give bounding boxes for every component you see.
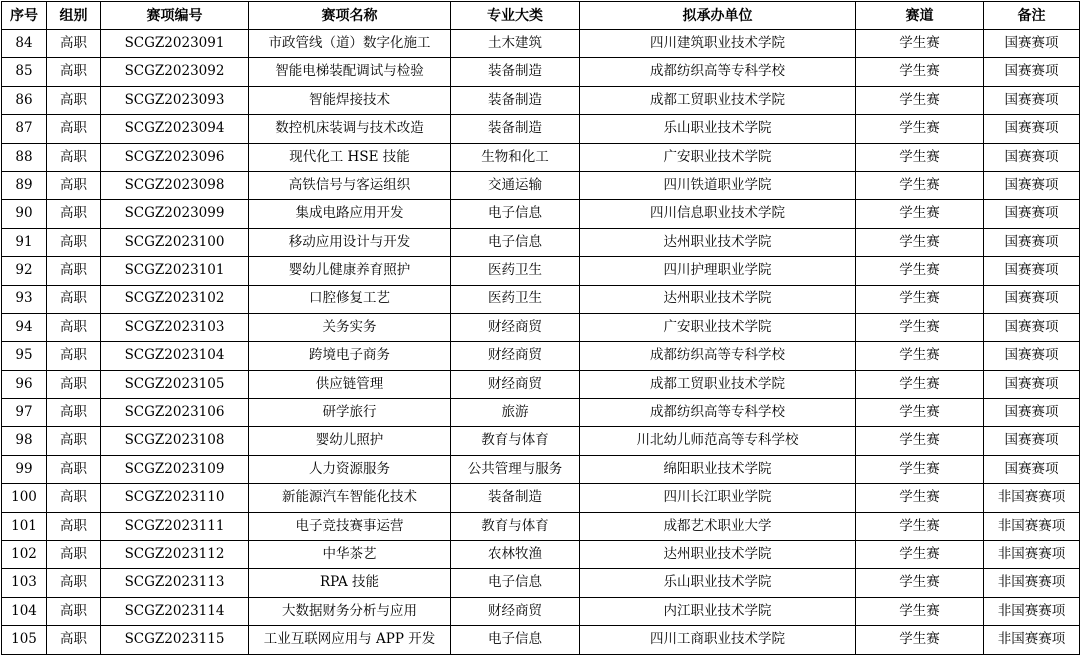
cell-track: 学生赛 (856, 313, 984, 341)
cell-track: 学生赛 (856, 626, 984, 654)
cell-group: 高职 (47, 427, 101, 455)
competition-table (1, 1, 1080, 655)
cell-event-code: SCGZ2023098 (101, 171, 249, 199)
cell-remark: 国赛赛项 (984, 143, 1080, 171)
cell-host-unit: 成都纺织高等专科学校 (580, 342, 856, 370)
cell-group: 高职 (47, 143, 101, 171)
cell-event-code: SCGZ2023112 (101, 541, 249, 569)
cell-index: 98 (2, 427, 47, 455)
cell-group: 高职 (47, 257, 101, 285)
cell-major-category: 医药卫生 (451, 285, 580, 313)
table-row (2, 597, 1080, 625)
table-row (2, 200, 1080, 228)
cell-major-category: 旅游 (451, 399, 580, 427)
table-row (2, 285, 1080, 313)
cell-group: 高职 (47, 200, 101, 228)
cell-major-category: 农林牧渔 (451, 541, 580, 569)
cell-remark: 国赛赛项 (984, 58, 1080, 86)
table-row (2, 541, 1080, 569)
header-host-unit: 拟承办单位 (580, 2, 856, 30)
cell-index: 90 (2, 200, 47, 228)
cell-index: 93 (2, 285, 47, 313)
cell-track: 学生赛 (856, 58, 984, 86)
cell-event-name: 中华茶艺 (249, 541, 451, 569)
cell-event-name: 大数据财务分析与应用 (249, 597, 451, 625)
cell-track: 学生赛 (856, 30, 984, 58)
cell-remark: 国赛赛项 (984, 455, 1080, 483)
cell-remark: 非国赛赛项 (984, 626, 1080, 654)
cell-major-category: 医药卫生 (451, 257, 580, 285)
cell-group: 高职 (47, 342, 101, 370)
cell-event-code: SCGZ2023101 (101, 257, 249, 285)
cell-remark: 国赛赛项 (984, 115, 1080, 143)
header-event-name: 赛项名称 (249, 2, 451, 30)
cell-track: 学生赛 (856, 86, 984, 114)
cell-host-unit: 四川护理职业学院 (580, 257, 856, 285)
cell-group: 高职 (47, 370, 101, 398)
cell-track: 学生赛 (856, 512, 984, 540)
cell-group: 高职 (47, 58, 101, 86)
table-row (2, 626, 1080, 654)
cell-track: 学生赛 (856, 455, 984, 483)
cell-event-code: SCGZ2023105 (101, 370, 249, 398)
cell-host-unit: 成都工贸职业技术学院 (580, 86, 856, 114)
table-row (2, 143, 1080, 171)
cell-remark: 国赛赛项 (984, 427, 1080, 455)
cell-event-name: 跨境电子商务 (249, 342, 451, 370)
cell-event-code: SCGZ2023108 (101, 427, 249, 455)
cell-index: 88 (2, 143, 47, 171)
table-body (2, 30, 1080, 655)
cell-group: 高职 (47, 285, 101, 313)
cell-track: 学生赛 (856, 342, 984, 370)
cell-track: 学生赛 (856, 484, 984, 512)
table-row (2, 512, 1080, 540)
cell-event-name: 口腔修复工艺 (249, 285, 451, 313)
cell-major-category: 土木建筑 (451, 30, 580, 58)
cell-remark: 国赛赛项 (984, 313, 1080, 341)
cell-major-category: 电子信息 (451, 569, 580, 597)
cell-host-unit: 广安职业技术学院 (580, 313, 856, 341)
cell-group: 高职 (47, 541, 101, 569)
cell-event-code: SCGZ2023110 (101, 484, 249, 512)
header-remark: 备注 (984, 2, 1080, 30)
cell-remark: 非国赛赛项 (984, 512, 1080, 540)
cell-event-code: SCGZ2023100 (101, 228, 249, 256)
cell-event-name: 现代化工 HSE 技能 (249, 143, 451, 171)
cell-track: 学生赛 (856, 171, 984, 199)
cell-remark: 国赛赛项 (984, 200, 1080, 228)
cell-major-category: 电子信息 (451, 200, 580, 228)
cell-group: 高职 (47, 399, 101, 427)
cell-major-category: 财经商贸 (451, 370, 580, 398)
cell-event-code: SCGZ2023094 (101, 115, 249, 143)
cell-event-code: SCGZ2023103 (101, 313, 249, 341)
cell-track: 学生赛 (856, 427, 984, 455)
cell-event-code: SCGZ2023104 (101, 342, 249, 370)
cell-host-unit: 四川铁道职业学院 (580, 171, 856, 199)
table-row (2, 484, 1080, 512)
cell-index: 96 (2, 370, 47, 398)
cell-event-name: 市政管线（道）数字化施工 (249, 30, 451, 58)
cell-group: 高职 (47, 30, 101, 58)
table-row (2, 342, 1080, 370)
cell-track: 学生赛 (856, 228, 984, 256)
cell-remark: 国赛赛项 (984, 30, 1080, 58)
cell-event-code: SCGZ2023102 (101, 285, 249, 313)
cell-major-category: 电子信息 (451, 626, 580, 654)
cell-major-category: 公共管理与服务 (451, 455, 580, 483)
table-row (2, 171, 1080, 199)
cell-remark: 国赛赛项 (984, 342, 1080, 370)
cell-remark: 非国赛赛项 (984, 484, 1080, 512)
cell-host-unit: 成都工贸职业技术学院 (580, 370, 856, 398)
cell-track: 学生赛 (856, 370, 984, 398)
cell-index: 94 (2, 313, 47, 341)
cell-major-category: 装备制造 (451, 58, 580, 86)
cell-track: 学生赛 (856, 285, 984, 313)
cell-host-unit: 达州职业技术学院 (580, 541, 856, 569)
cell-index: 97 (2, 399, 47, 427)
cell-host-unit: 乐山职业技术学院 (580, 115, 856, 143)
cell-major-category: 财经商贸 (451, 342, 580, 370)
cell-host-unit: 四川长江职业学院 (580, 484, 856, 512)
cell-event-name: 供应链管理 (249, 370, 451, 398)
cell-major-category: 财经商贸 (451, 597, 580, 625)
cell-remark: 非国赛赛项 (984, 569, 1080, 597)
cell-track: 学生赛 (856, 541, 984, 569)
cell-track: 学生赛 (856, 143, 984, 171)
cell-index: 102 (2, 541, 47, 569)
cell-group: 高职 (47, 512, 101, 540)
cell-group: 高职 (47, 313, 101, 341)
cell-event-name: 集成电路应用开发 (249, 200, 451, 228)
cell-event-code: SCGZ2023096 (101, 143, 249, 171)
cell-event-name: 研学旅行 (249, 399, 451, 427)
cell-group: 高职 (47, 115, 101, 143)
cell-event-name: 电子竞技赛事运营 (249, 512, 451, 540)
cell-index: 86 (2, 86, 47, 114)
cell-group: 高职 (47, 86, 101, 114)
cell-index: 95 (2, 342, 47, 370)
cell-remark: 国赛赛项 (984, 370, 1080, 398)
cell-host-unit: 四川建筑职业技术学院 (580, 30, 856, 58)
cell-major-category: 电子信息 (451, 228, 580, 256)
table-row (2, 257, 1080, 285)
cell-index: 92 (2, 257, 47, 285)
table-row (2, 455, 1080, 483)
cell-major-category: 装备制造 (451, 86, 580, 114)
cell-event-code: SCGZ2023092 (101, 58, 249, 86)
header-event-code: 赛项编号 (101, 2, 249, 30)
header-track: 赛道 (856, 2, 984, 30)
cell-major-category: 装备制造 (451, 484, 580, 512)
cell-index: 103 (2, 569, 47, 597)
cell-remark: 非国赛赛项 (984, 597, 1080, 625)
cell-remark: 国赛赛项 (984, 86, 1080, 114)
cell-track: 学生赛 (856, 257, 984, 285)
header-group: 组别 (47, 2, 101, 30)
cell-host-unit: 达州职业技术学院 (580, 228, 856, 256)
cell-remark: 国赛赛项 (984, 228, 1080, 256)
cell-host-unit: 成都纺织高等专科学校 (580, 399, 856, 427)
cell-group: 高职 (47, 597, 101, 625)
cell-host-unit: 乐山职业技术学院 (580, 569, 856, 597)
cell-event-code: SCGZ2023093 (101, 86, 249, 114)
cell-event-name: RPA 技能 (249, 569, 451, 597)
cell-index: 91 (2, 228, 47, 256)
table-row (2, 370, 1080, 398)
cell-host-unit: 广安职业技术学院 (580, 143, 856, 171)
cell-track: 学生赛 (856, 115, 984, 143)
cell-track: 学生赛 (856, 399, 984, 427)
cell-host-unit: 成都纺织高等专科学校 (580, 58, 856, 86)
table-row (2, 115, 1080, 143)
cell-index: 100 (2, 484, 47, 512)
cell-event-code: SCGZ2023115 (101, 626, 249, 654)
cell-index: 105 (2, 626, 47, 654)
cell-event-code: SCGZ2023106 (101, 399, 249, 427)
cell-event-name: 移动应用设计与开发 (249, 228, 451, 256)
cell-event-name: 智能焊接技术 (249, 86, 451, 114)
cell-major-category: 教育与体育 (451, 512, 580, 540)
cell-event-code: SCGZ2023099 (101, 200, 249, 228)
cell-event-code: SCGZ2023114 (101, 597, 249, 625)
cell-event-code: SCGZ2023109 (101, 455, 249, 483)
table-row (2, 313, 1080, 341)
table-row (2, 228, 1080, 256)
table-row (2, 30, 1080, 58)
cell-index: 87 (2, 115, 47, 143)
cell-event-code: SCGZ2023113 (101, 569, 249, 597)
table-row (2, 58, 1080, 86)
cell-remark: 国赛赛项 (984, 171, 1080, 199)
cell-track: 学生赛 (856, 200, 984, 228)
cell-group: 高职 (47, 171, 101, 199)
cell-event-code: SCGZ2023111 (101, 512, 249, 540)
cell-event-name: 智能电梯装配调试与检验 (249, 58, 451, 86)
cell-group: 高职 (47, 569, 101, 597)
cell-index: 85 (2, 58, 47, 86)
cell-track: 学生赛 (856, 569, 984, 597)
cell-event-name: 婴幼儿照护 (249, 427, 451, 455)
cell-host-unit: 成都艺术职业大学 (580, 512, 856, 540)
cell-event-name: 数控机床装调与技术改造 (249, 115, 451, 143)
cell-major-category: 装备制造 (451, 115, 580, 143)
cell-group: 高职 (47, 626, 101, 654)
cell-host-unit: 四川信息职业技术学院 (580, 200, 856, 228)
cell-major-category: 财经商贸 (451, 313, 580, 341)
cell-group: 高职 (47, 484, 101, 512)
cell-remark: 国赛赛项 (984, 257, 1080, 285)
cell-remark: 非国赛赛项 (984, 541, 1080, 569)
cell-index: 89 (2, 171, 47, 199)
cell-host-unit: 达州职业技术学院 (580, 285, 856, 313)
table-row (2, 399, 1080, 427)
table-row (2, 86, 1080, 114)
cell-track: 学生赛 (856, 597, 984, 625)
cell-index: 99 (2, 455, 47, 483)
cell-event-name: 工业互联网应用与 APP 开发 (249, 626, 451, 654)
cell-event-code: SCGZ2023091 (101, 30, 249, 58)
cell-group: 高职 (47, 228, 101, 256)
header-major-category: 专业大类 (451, 2, 580, 30)
cell-index: 101 (2, 512, 47, 540)
cell-index: 104 (2, 597, 47, 625)
table-row (2, 427, 1080, 455)
cell-event-name: 高铁信号与客运组织 (249, 171, 451, 199)
cell-event-name: 新能源汽车智能化技术 (249, 484, 451, 512)
cell-major-category: 教育与体育 (451, 427, 580, 455)
cell-group: 高职 (47, 455, 101, 483)
cell-remark: 国赛赛项 (984, 285, 1080, 313)
cell-host-unit: 四川工商职业技术学院 (580, 626, 856, 654)
cell-event-name: 人力资源服务 (249, 455, 451, 483)
cell-major-category: 生物和化工 (451, 143, 580, 171)
cell-index: 84 (2, 30, 47, 58)
cell-remark: 国赛赛项 (984, 399, 1080, 427)
header-row (2, 2, 1080, 30)
table-row (2, 569, 1080, 597)
cell-event-name: 婴幼儿健康养育照护 (249, 257, 451, 285)
header-index: 序号 (2, 2, 47, 30)
cell-major-category: 交通运输 (451, 171, 580, 199)
cell-event-name: 关务实务 (249, 313, 451, 341)
cell-host-unit: 绵阳职业技术学院 (580, 455, 856, 483)
cell-host-unit: 内江职业技术学院 (580, 597, 856, 625)
cell-host-unit: 川北幼儿师范高等专科学校 (580, 427, 856, 455)
